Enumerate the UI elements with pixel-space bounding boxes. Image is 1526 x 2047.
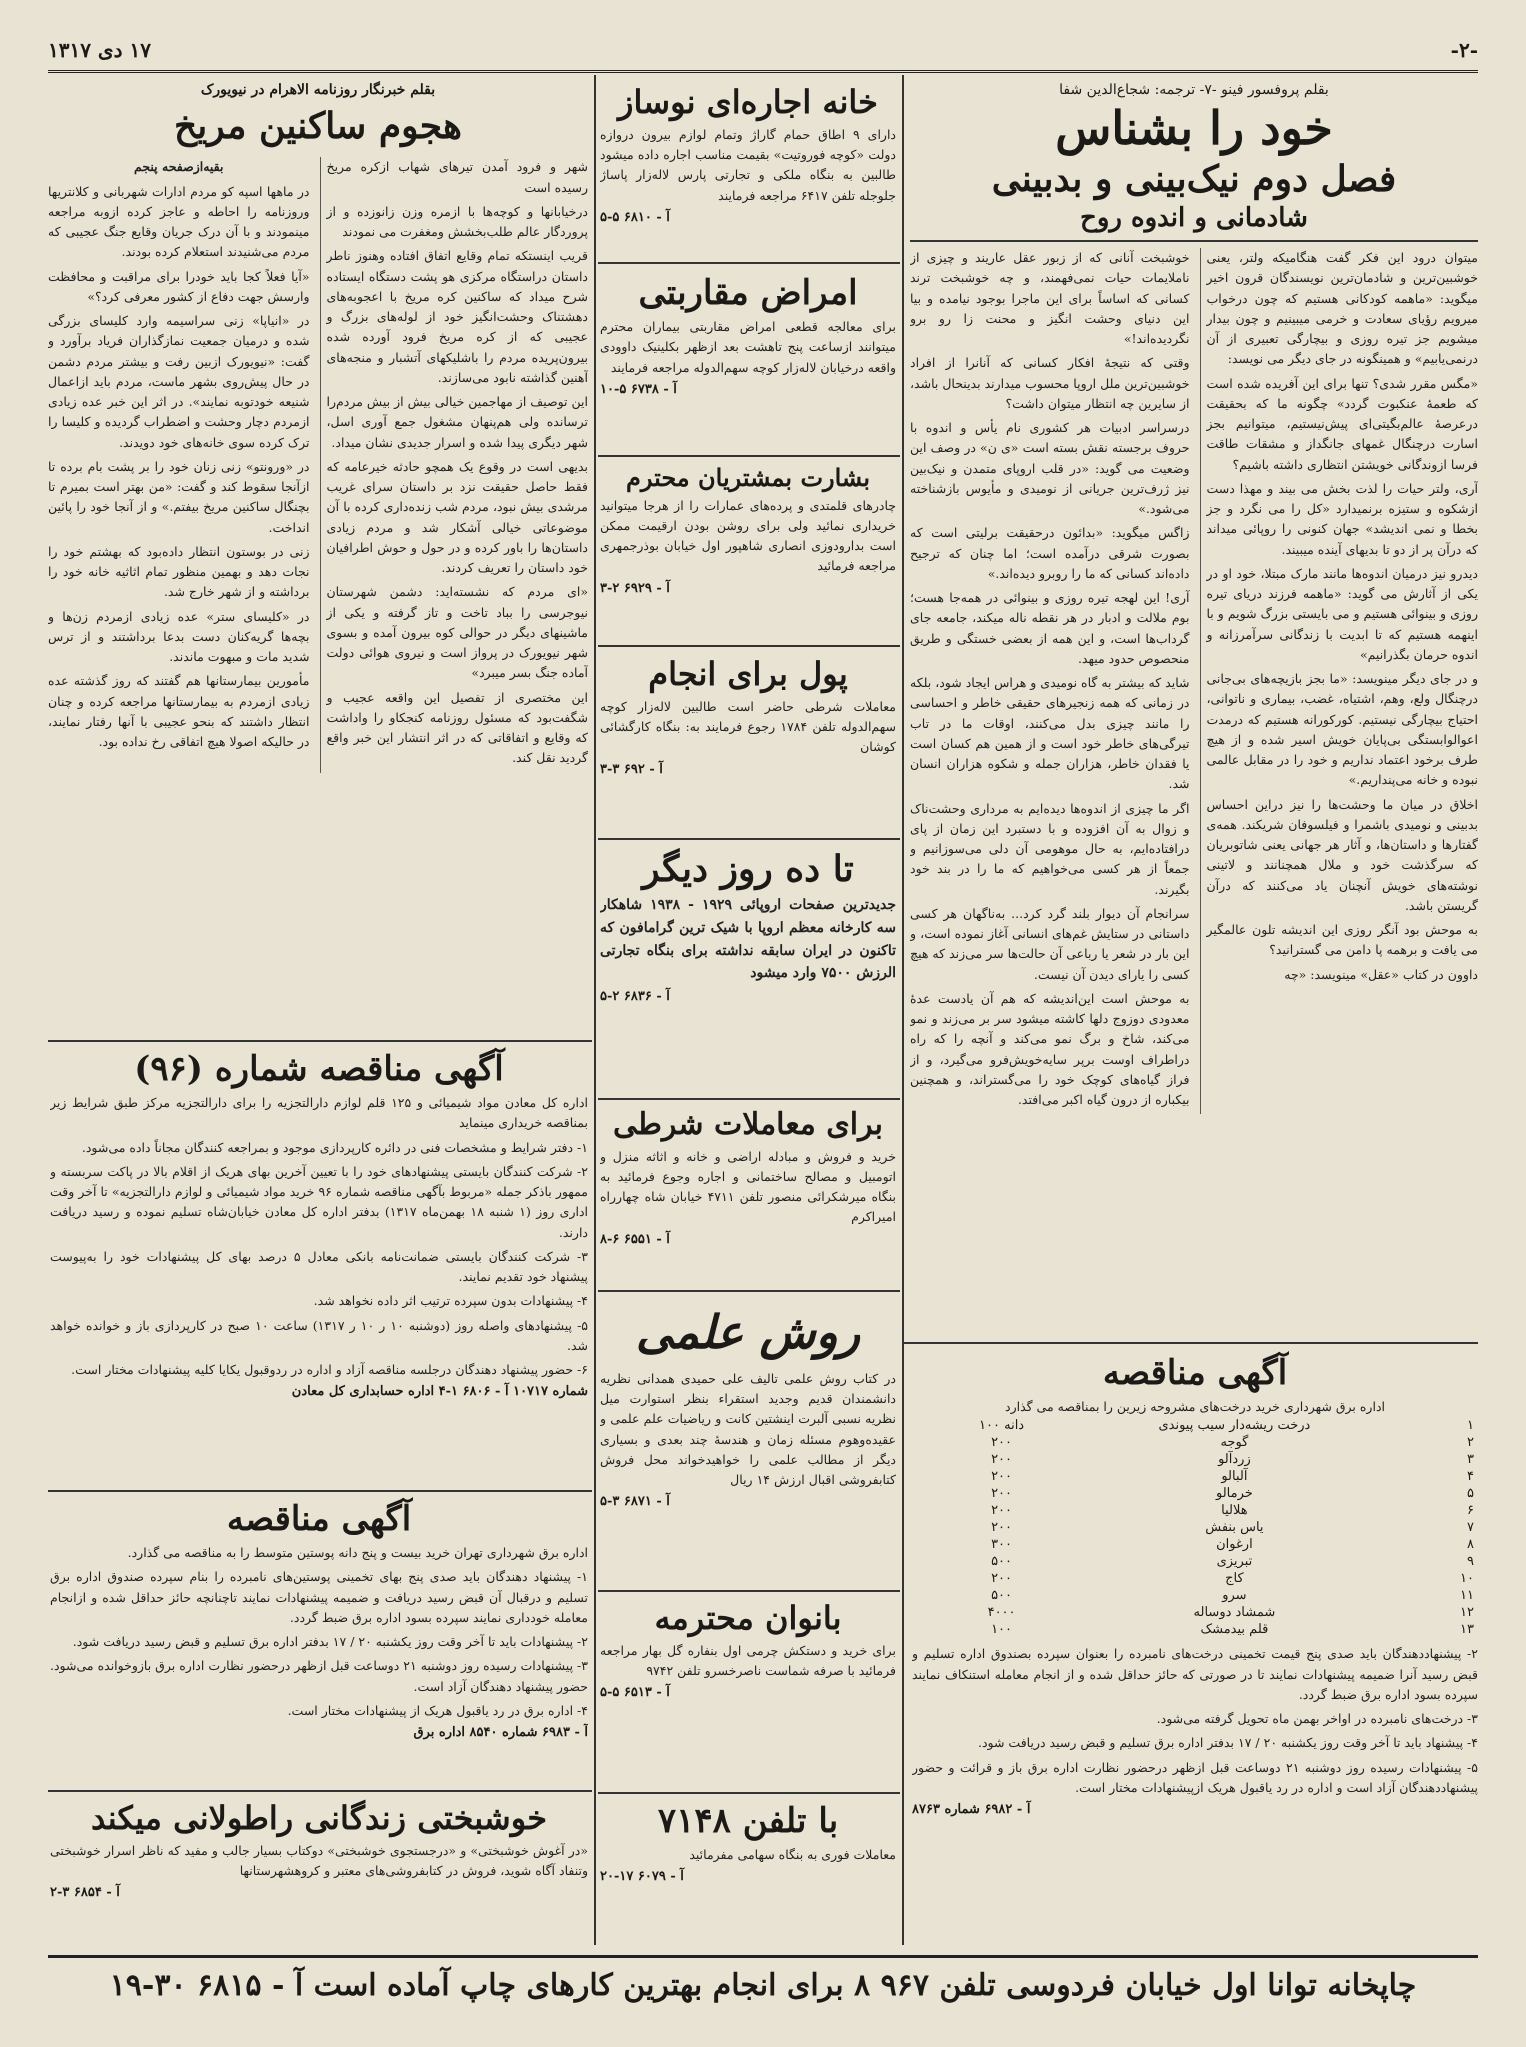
article-paragraph: شاید که بیشتر به گاه نومیدی و هراس ایجاد شود، بلکه در زمانی که همه زنجیر‌های حقیقی خاطر و احساسی را مانند چیزی بدل می‌کنند، اوقات ما در تاب تیرگی‌های خاطر خود است و از همین هم کسان است یا فقدان خاطر، هزاران جمله و شکوه هزاران انسان شد. (910, 675, 1190, 792)
article-paragraph: داوون در کتاب «عقل» مینویسد: «چه (1284, 966, 1478, 982)
article-paragraph: بدیهی است در وقوع یک همچو حادثه خیرعامه که فقط حاصل حقیقت نزد بر داستان سرای غریب مرشدی بیش نبود، مردم شب زنده‌داری کرده با آن موضوعاتی خیالی آشکار شد و مردم زیادی داستان‌ها را باور کرده و در حول و حوش اطرافیان خود داستان را تعریف کردند. (326, 458, 588, 576)
ad-reference: آ - ۶۸۵۴ ۳-۲ (50, 1885, 120, 1901)
ad-gramophone (600, 845, 896, 1095)
article-paragraph: این مختصری از تفصیل این واقعه عجیب و شگفت‌بود که مسئول روزنامه کنجکاو را واداشت که وقایع و اتفاقاتی که در اثر انتشار این خبر واقع گردید نقل کند. (326, 689, 588, 766)
ad-term: ۳- درخت‌های نامبرده در اواخر بهمن ماه تحویل گرفته می‌شود. (1156, 1711, 1478, 1727)
article-paragraph: زنی در بوستون انتظار داده‌بود که بهشتم خود را نجات دهد و بهمین منظور تمام اثاثیه خانه خود را برداشته و از شهر خارج شد. (48, 543, 310, 600)
article-paragraph: به موحش است این‌اندیشه که هم آن یادست عدهٔ معدودی دوزوج دلها کاشته میشود سر بر می‌زند و نمو می‌کند، شاخ و برگ نمو می‌کند و آنچه را که راه دراطراف اوست برپر سایه‌خویش‌فرو می‌گیرد، و از فراز گیاه‌های کوچک خود را می‌گستراند، و همچنین بیکباره از درون گیاه اکبر می‌افتد. (910, 990, 1190, 1108)
column-rule-left (594, 75, 596, 1945)
ad-body: جدیدترین صفحات اروپائی ۱۹۲۹ - ۱۹۳۸ شاهکار سه کارخانه معظم اروپا با شیک ترین گرامافون که تاکنون در ایران سابقه نداشته برای بنگاه تجارتی الرزش ۷۵۰۰ وارد میشود (600, 897, 896, 982)
ad-title: بشارت بمشتریان محترم (625, 463, 871, 492)
item-number: ۳ (1467, 1452, 1474, 1468)
ad-title: تا ده روز دیگر (642, 848, 854, 890)
article-paragraph: شهر و فرود آمدن تیرهای شهاب ازکره مریخ رسیده است (326, 159, 588, 195)
ad-reference: آ - ۶۸۱۰ ۵-۵ (600, 209, 670, 225)
ad-term: ۵- پیشنهادهای واصله روز (دوشنبه ۱۰ ر ۱۰ ر ۱۳۱۷) ساعت ۱۰ صبح در کارپردازی باز و خوانده خواهد شد. (50, 1317, 588, 1353)
section-rule (48, 1040, 592, 1042)
ad-body (50, 1093, 588, 1380)
item-name: تبریزی (1216, 1554, 1253, 1570)
ad-term: ۴- اداره برق در رد یاقبول هریک از پیشنهادات مختار است. (287, 1702, 588, 1718)
item-name: کاج (1225, 1571, 1244, 1587)
ad-reference: آ - ۶۰۷۹ ۱۷-۲۰ (600, 1869, 684, 1885)
article-paragraph: درخیابانها و کوچه‌ها با ازمره وزن زانوزده و از پروردگار عالم طلب‌بخشش ومغفرت می نمودند (326, 203, 588, 240)
item-name: هلالیا (1221, 1503, 1248, 1519)
article-paragraph: به موحش بود آنگر روزی این اندیشه تلون عالمگیر می یافت و برهمه پا دامن می گسترانید؟ (1206, 922, 1478, 958)
page-number: -۲- (1450, 38, 1478, 62)
ad-dear-ladies (600, 1596, 896, 1786)
article-paragraph: در «ورونتو» زنی زنان خود را بر پشت بام برده تا ازآنجا سقوط کند و گفت: «من بهتر است بمیرم تا بچنگال ساکنین مریخ بیفتم.» و از آنجا خود را پائین انداخت. (48, 458, 310, 535)
ad-intro: اداره برق شهرداری خرید درخت‌های مشروحه زیرین را بمناقصه می گذارد (1005, 1399, 1385, 1415)
ad-new-house (600, 80, 896, 260)
article-paragraph: خوشبخت آنانی که از زبور عقل عاریند و چیزی از ناملایمات حیات نمی‌فهمند، و چه خوشبخت ترند کسانی که اساساً برای این ماجرا بوجود نیامده و بیا این دنیای وحشت انگیز و محنت زا رو برو نگردیده‌اند!» (910, 250, 1190, 347)
ad-term: ۲- پیشنهادات باید تا آخر وقت روز یکشنبه ۲۰ / ۱۷ بدفتر اداره برق تسلیم و قبض رسید دریافت شود. (72, 1634, 588, 1650)
item-number: ۱۲ (1460, 1605, 1474, 1621)
article-paragraph: مأمورین بیمارستانها هم گفتند که روز گذشته عده زیادی ازمردم به بیمارستانها مراجعه کرده و چنان انتظار داشتند که بنحو عجیبی با آنها رفتار نمایند، در حالیکه اصولا هیچ اتفاقی رخ نداده بود. (48, 673, 310, 750)
article-continued: بقیه‌ازصفحه پنجم (134, 159, 224, 175)
item-name: گوجه (1220, 1435, 1249, 1451)
item-number: ۹ (1467, 1554, 1474, 1570)
table-row (912, 1468, 1478, 1485)
item-name: آلبالو (1221, 1469, 1248, 1485)
ad-title: برای معاملات شرطی (612, 1107, 884, 1142)
ad-body: چادرهای قلمتدی و پرده‌های عمارات را از هرجا میتوانید خریداری نمائید ولی برای روشن بودن ارقیمت ممکن است بدارودوزی انصاری شاهپور اول خیابان بوذرجمهری مراجعه فرمائید (600, 497, 896, 574)
section-rule (598, 1792, 900, 1794)
ad-title: آگهی مناقصه (1102, 1353, 1288, 1393)
article-know-thyself (910, 80, 1478, 1340)
ad-term: ۴- پیشنهادات بدون سپرده ترتیب اثر داده نخواهد شد. (313, 1293, 588, 1309)
table-row (912, 1621, 1478, 1638)
ad-happiness-books (50, 1796, 588, 1946)
section-rule (48, 1790, 592, 1792)
ad-good-news (600, 460, 896, 640)
section-rule (598, 838, 900, 840)
item-number: ۷ (1467, 1520, 1474, 1536)
ad-reference: آ - ۶۹۸۳ شماره ۸۵۴۰ اداره برق (413, 1725, 588, 1741)
item-number: ۱۳ (1460, 1622, 1474, 1638)
section-rule (904, 1342, 1478, 1344)
table-row (912, 1417, 1478, 1434)
article-byline: بقلم خبرنگار روزنامه الاهرام در نیویورک (200, 82, 436, 98)
ad-title: امراض مقاربتی (638, 273, 858, 313)
article-paragraph: دیدرو نیز درمیان اندوه‌ها مانند مارک مبتلا، خود او در یکی از آثارش می گوید: «ماهمه فرزند دریای تیره روزی و بینوائی هستیم و می بایستی بزرگ شویم و با اینهمه هستیم که تا ابدیت با زندگانی سرآمرزانه و اندوه حرمان بگذرانیم» (1206, 565, 1478, 662)
ad-title: خانه اجاره‌ای نوساز (618, 83, 878, 121)
ad-term: ۴- پیشنهاد باید تا آخر وقت روز یکشنبه ۲۰ / ۱۷ بدفتر اداره برق تسلیم و قبض رسید دریافت شود. (977, 1735, 1478, 1751)
article-title: هجوم ساکنین مریخ (174, 105, 462, 147)
article-paragraph: سرانجام آن دیوار بلند گرد کرد... به‌ناگهان هر کسی داستانی در ستایش غم‌های انسانی آغاز نموده است، و این بار در شعر یا رباعی آن حالت‌ها سر می‌زند که هیچ کسی را یارای دیدن آن نیست. (910, 905, 1190, 982)
article-paragraph: درسراسر ادبیات هر کشوری نام یأس و اندوه با حروف برجسته نقش بسته است «ی ن» در وصف این وضعیت می گوید: «در قلب اروپای متمدن و نیک‌بین نیز ژرف‌ترین جریانی از نومیدی و مأیوس بازشناخته می‌شود.» (910, 420, 1190, 517)
ad-body: برای خرید و دستکش چرمی اول بنفاره گل بهار مراجعه فرمائید با صرفه شماست ناصرخسرو تلفن ۹۷۴۲ (600, 1642, 896, 1679)
item-quantity: ۴۰۰۰ (987, 1605, 1016, 1621)
item-quantity: ۲۰۰ (991, 1435, 1013, 1451)
ad-telephone (600, 1798, 896, 1948)
article-column-2 (910, 248, 1190, 1114)
article-paragraph: «ای مردم که نشسته‌اید: دشمن شهرستان نیوجرسی را بباد تاخت و تاز گرفته و یکی از ماشینهای دیگر در حوالی کوه بیرون آمده و بسوی شهر نیویورک در پرواز است و نیروی هوائی دولت آماده جنگ بسر میبرد» (326, 584, 588, 681)
item-quantity: ۲۰۰ (991, 1452, 1013, 1468)
ad-body: معاملات فوری به بنگاه سهامی مفرمائید (689, 1847, 896, 1863)
article-column-2 (48, 157, 310, 772)
ad-reference: آ - ۶۵۵۱ ۶-۸ (600, 1231, 670, 1247)
ad-term: ۲- پیشنهاددهندگان باید صدی پنج قیمت تخمینی درخت‌های نامبرده را بعنوان سپرده بصندوق اداره تسلیم و قبض رسید آنرا ضمیمه پیشنهادات نمایند تا در صورتی که حائز حداقل شده و از انجام معامله استنکاف نمایند سپرده بسود اداره برق ضبط گردد. (912, 1646, 1478, 1702)
ad-tender-furs (50, 1496, 588, 1786)
printing-house-banner: چاپخانه توانا اول خیابان فردوسی تلفن ۹۶۷ ۸ برای انجام بهترین کارهای چاپ آماده است آ - ۶۸۱۵ ۳۰-۱۹ (48, 1955, 1478, 2014)
article-paragraph: و در جای دیگر مینویسد: «ما بجز بازیچه‌های بی‌جانی درچنگال ولع، وهم، اشتیاه، غضب، بیماری و ناتوانی، احتیاج بیچارگی نیستیم. کورکورانه هستیم که درمدت اعوالوابستگی بی‌پایان خویش اسیر شده و از هیچ طرف برخود اعتماد نداریم و خود را در مقابل عالمی نبوده و خانه می‌پنداریم.» (1206, 671, 1478, 788)
ad-title: خوشبختی زندگانی راطولانی میکند (91, 1799, 547, 1837)
item-number: ۱۰ (1460, 1571, 1474, 1587)
ad-term: اداره برق شهرداری تهران خرید بیست و پنج دانه پوستین متوسط را به مناقصه می گذارد. (127, 1545, 588, 1561)
table-row (912, 1502, 1478, 1519)
article-paragraph: میتوان درود این فکر گفت هنگامیکه ولتر، یعنی خوشبین‌ترین و شادمان‌ترین نویسندگان قرون اخیر میگوید: «ماهمه کودکانی هستیم که چون درخواب میرویم رؤیای سعادت و خرمی میبینیم و چون بیدار میشویم جز تیره روزی و بیچارگی تعبیری از آن درنمی‌یابیم» و همینگونه در جای دیگر می نویسد: (1206, 250, 1478, 367)
ad-body: «در آغوش خوشبختی» و «درجستجوی خوشبختی» دوکتاب بسیار جالب و مفید که ناظر اسرار خوشبختی وتنفاد آگاه شوید، فروش در کتابفروشی‌های معتبر و کروهشهرستانها (50, 1842, 588, 1879)
ad-body: دارای ۹ اطاق حمام گاراژ وتمام لوازم بیرون دروازه دولت «کوچه فوروتیت» بقیمت مناسب اجاره داده میشود طالبین به بنگاه ملکی و تجارتی پارس لاله‌زار پاساژ جلوجله تلفن ۶۴۱۷ مراجعه فرمایند (600, 126, 896, 203)
ad-title: روش علمی (635, 1305, 861, 1359)
ad-money-loans (600, 652, 896, 832)
ad-term: ۳- پیشنهادات رسیده روز دوشنبه ۲۱ دوساعت قبل ازظهر درحضور نظارت اداره برق بازوخوانده می‌شود. حضور پیشنهاد دهندگان آزاد است. (50, 1658, 588, 1694)
ad-term: ۱- دفتر شرایط و مشخصات فنی در دائره کارپردازی موجود و بمراجعه کنندگان مجاناً داده می‌شود. (81, 1139, 588, 1155)
article-column-1 (1200, 248, 1479, 1114)
ad-reference: آ - ۶۸۳۶ ۲-۵ (600, 989, 670, 1005)
article-paragraph: وقتی که نتیجهٔ افکار کسانی که آنانرا از افراد خوشبین‌ترین ملل اروپا محسوب میدارند بدینحال باشد، از سایرین چه انتظار میتوان داشت؟ (910, 355, 1190, 411)
article-paragraph: «آیا فعلاً کجا باید خودرا برای مراقبت و محافظت وارسش جهت دفاع از کشور معرفی کرد؟» (48, 268, 310, 304)
ad-reference: آ - ۶۸۷۱ ۳-۵ (600, 1494, 670, 1510)
item-quantity: ۵۰۰ (991, 1588, 1013, 1604)
ad-body: در کتاب روش علمی تالیف علی حمیدی همدانی نظریه دانشمندان قدیم وجدید استقراء بنظر استوارت میل نظریه نسبی آلبرت اینشتین کانت و ریاضیات علم علمی و عقیده‌وهوم مسئله زمان و هندسهٔ چند بعدی و بسیاری دیگر از مطالب علمی را خواهیدخواند محل فروش کتابفروشی اقبال ارزش ۱۴ ریال (600, 1370, 896, 1488)
article-paragraph: این توصیف از مهاجمین خیالی بیش از بیش مردم‌را ترسانده ولی هم‌پنهان مشغول جمع آوری اسل، شهر دیگری پیدا شده و اسرار جدیدی نشان میداد. (326, 394, 588, 450)
table-row (912, 1587, 1478, 1604)
section-rule (598, 455, 900, 457)
article-paragraph: قریب اینستکه تمام وقایع اتفاق افتاده وهنوز ناطر داستان دراستگاه مرکزی هو پشت دستگاه ایستاده شرح میداد که ساکنین کره مریخ با اعجوبه‌های دهشتناک وحشت‌انگیز خود از لوله‌های بزرگ و عجیبی که از کره مریخ فرود آورده شده بیرون‌پریده مردم را باشلیکهای آتشبار و منجه‌های آهنین گذاشته نابود می‌سازند. (326, 248, 588, 385)
table-row (912, 1485, 1478, 1502)
item-name: شمشاد دوساله (1193, 1605, 1276, 1621)
item-name: ارغوان (1216, 1537, 1253, 1553)
item-number: ۲ (1467, 1435, 1474, 1451)
article-paragraph: در ماهها اسپه کو مردم ادارات شهربانی و کلانتریها وروزنامه را احاطه و عاجز کرده ازوبه مراجعه مینمودند و با آن درک جریان وقایع جنگ عجیبی که مردم می‌شنیدند استعلام کرده بودند. (48, 183, 310, 260)
article-column-1 (320, 157, 589, 772)
item-number: ۱ (1467, 1418, 1474, 1434)
ad-title: آگهی مناقصه شماره (۹۶) (134, 1049, 504, 1089)
section-rule (598, 645, 900, 647)
item-quantity: ۱۰۰ دانه (979, 1418, 1025, 1434)
item-quantity: ۲۰۰ (991, 1520, 1013, 1536)
ad-reference: آ - ۶۷۳۸ ۵-۱۰ (600, 381, 677, 397)
table-row (912, 1519, 1478, 1536)
ad-body: برای معالجه قطعی امراض مقاربتی بیماران محترم میتوانند ازساعت پنج تاهشت بعد ازظهر بکلینیک داوودی واقعه درخیابان لاله‌زار کوچه سهم‌الدوله مراجعه فرمایند (600, 319, 896, 375)
table-row (912, 1434, 1478, 1451)
ad-term: ۲- شرکت کنندگان بایستی پیشنهاد‌های خود را با تعیین آخرین بهای هریک از اقلام بالا در پاکت سربسته و ممهور باذکر جمله «مربوط بآگهی مناقصه شماره ۹۶ خرید مواد شیمیائی و لوازم دارالتجزیه» تا آخر وقت اداری روز (۱ شنبه ۱۸ بهمن‌ماه ۱۳۱۷) بدفتر اداره کل معادن خیابان‌شاه تسلیم نموده و رسید دریافت دارند. (50, 1163, 588, 1240)
item-number: ۸ (1467, 1537, 1474, 1553)
item-number: ۵ (1467, 1486, 1474, 1502)
ad-term: ۱- پیشنهاد دهندگان باید صدی پنج بهای تخمینی پوستین‌های نامبرده را بنام سپرده صندوق اداره برق تسلیم و درقبال آن قبض رسید دریافت و ضمیمه پیشنهادات نمایند تاچنانچه حائز حداقل شده و ازانجام معامله خودداری نمایند سپرده بسود اداره برق ضبط گردد. (50, 1569, 588, 1625)
issue-date: ۱۷ دی ۱۳۱۷ (48, 38, 151, 62)
tree-items-table (912, 1417, 1478, 1638)
article-subtitle: فصل دوم نیک‌بینی و بدبینی (991, 157, 1397, 200)
ad-title: بانوان محترمه (654, 1599, 842, 1637)
column-rule-right (902, 75, 904, 1945)
ad-reference: آ - ۶۵۱۳ ۵-۵ (600, 1685, 670, 1701)
item-name: خرمالو (1216, 1486, 1253, 1502)
item-quantity: ۲۰۰ (991, 1571, 1013, 1587)
ad-reference: آ - ۶۹۲۹ ۲-۳ (600, 580, 670, 596)
table-row (912, 1553, 1478, 1570)
article-paragraph: «مگس مقرر شدی؟ تنها برای این آفریده شده است که طعمهٔ عنکبوت گردد» چگونه ما که بحقیقت درعرصهٔ عالم‌بگیتی‌ای پیش‌نیستیم، میتوانیم بجز اسارت درچنگال غمهای جانگداز و مشقات طاقت فرسا ازوندگانی خویشتن انتظاری داشته باشیم؟ (1206, 375, 1478, 472)
ad-body: معاملات شرطی حاضر است طالبین لاله‌زار کوچه سهم‌الدوله تلفن ۱۷۸۴ رجوع فرمایند به: بنگاه کارگشائی کوشان (600, 698, 896, 755)
article-paragraph: آری! این لهجه تیره روزی و بینوائی در همه‌جا هست؛ بوم ملالت و ادبار در هر نقطه ناله میکند، جامعه جای گرداب‌ها است، و این همه از بعضی خستگی و طریق منحصوص حدود میهد. (910, 590, 1190, 666)
ad-body (50, 1543, 588, 1721)
section-rule (598, 1098, 900, 1100)
article-paragraph: آری، ولتر حیات را لذت بخش می بیند و مهذا دست ازشکوه و ستیزه برنمیدارد «کل را می نگرد و جز بخطا و نمی اندیشد» جهان کنونی را روپائی میداند که درآن پر از دو تا بدیهای آینده میبیند. (1206, 480, 1478, 557)
item-number: ۶ (1467, 1503, 1474, 1519)
ad-tree-tender (912, 1350, 1478, 1945)
ad-terms (912, 1644, 1478, 1798)
article-byline: بقلم پروفسور فینو -۷- ترجمه: شجاع‌الدین شفا (1059, 82, 1329, 98)
item-number: ۱۱ (1460, 1588, 1474, 1604)
item-quantity: ۲۰۰ (991, 1469, 1013, 1485)
section-rule (598, 262, 900, 264)
article-paragraph: زاگس میگوید: «بدائون درحقیقت برلیتی است که بصورت شرقی درآمده است؛ اما چنان که ترجیح داده‌اند کسانی که ما را روبرو دیده‌اند.» (910, 525, 1190, 581)
article-paragraph: اخلاق در میان ما وحشت‌ها را نیز دراین احساس بدبینی و نومیدی باشمرا و فیلسوفان شریکند. همه‌ی گفتار‌ها و داستان‌ها، و آثار هر جهانی یعنی شاتوبریان که سرگذشت خود و ملال همچنانند و لاتینی نوشته‌های خویش آنچنان یاد می‌کنند که درآن گریستن باشد. (1206, 796, 1478, 913)
article-paragraph: اگر ما چیزی از اندوه‌ها دیده‌ایم به مرداری وحشت‌ناک و زوال به آن افزوده و با دستبرد این زمان از پای درافتاده‌ایم، به حال موهومی آن دلی می‌سوزانیم و جمعاً از هر کسی می‌خواهیم که ما را در بند خود بگیرند. (910, 800, 1190, 897)
section-rule (598, 1290, 900, 1292)
section-rule (598, 1590, 900, 1592)
ad-reference: آ - ۶۹۲ ۳-۳ (600, 761, 663, 777)
item-quantity: ۵۰۰ (991, 1554, 1013, 1570)
ad-tender-96 (50, 1046, 588, 1486)
ad-venereal-diseases (600, 270, 896, 450)
table-row (912, 1570, 1478, 1587)
article-section: شادمانی و اندوه روح (910, 204, 1478, 242)
article-title: خود را بشناس (1055, 101, 1333, 155)
ad-term: ۶- حضور پیشنهاد دهندگان درجلسه مناقصه آزاد و اداره در ردوقبول یکایا کلیه پیشنهادات مختار است. (71, 1362, 588, 1378)
item-quantity: ۲۰۰ (991, 1503, 1013, 1519)
ad-title: پول برای انجام (648, 655, 848, 693)
item-name: زردآلو (1218, 1452, 1251, 1468)
ad-title: آگهی مناقصه (226, 1499, 412, 1539)
item-quantity: ۳۰۰ (991, 1537, 1013, 1553)
ad-body: خرید و فروش و مبادله اراضی و خانه و اثاثه منزل و اتومبیل و مصالح ساختمانی و اجاره وجوع فرمائید به بنگاه میرشکرائی منصور تلفن ۴۷۱۱ خیابان شاه چهارراه امیراکرم (600, 1148, 896, 1225)
article-paragraph: در «کلیسای ستر» عده زیادی ازمردم زن‌ها و بچه‌ها گریه‌کنان دست بدعا برداشتند و از ترس شدید مات و مبهوت ماندند. (48, 608, 310, 665)
ad-reference: آ - ۶۹۸۲ شماره ۸۷۶۳ (912, 1802, 1031, 1818)
ad-term: اداره کل معادن مواد شیمیائی و ۱۲۵ قلم لوازم دارالتجزیه را برای دارالتجزیه مرکز طبق شرایط زیر بمناقصه خریداری مینماید (50, 1095, 588, 1131)
item-name: سرو (1222, 1588, 1247, 1604)
article-mars-invasion (48, 80, 588, 1040)
ad-term: ۳- شرکت کنندگان بایستی ضمانت‌نامه بانکی معادل ۵ درصد بهای کل پیشنهادات خود را به‌پیوست پیشنهاد خود تقدیم نمایند. (50, 1248, 588, 1285)
ad-title: با تلفن ۷۱۴۸ (657, 1801, 839, 1841)
page-header (48, 36, 1478, 73)
ad-reference: شماره ۱۰۷۱۷ آ - ۶۸۰۶ ۱-۴ اداره حسابداری کل معادن (291, 1384, 588, 1400)
table-row (912, 1451, 1478, 1468)
ad-term: ۵- پیشنهادات رسیده روز دوشنبه ۲۱ دوساعت قبل ازظهر درحضور نظارت اداره برق باز و قرائت و حضور پیشنهاددهندگان آزاد است و اداره در رد یاقبول هریک ازپیشنهادات مختار است. (912, 1759, 1478, 1795)
ad-scientific-method (600, 1296, 896, 1586)
item-number: ۴ (1467, 1469, 1474, 1485)
item-quantity: ۱۰۰ (991, 1622, 1013, 1638)
section-rule (48, 1490, 592, 1492)
table-row (912, 1536, 1478, 1553)
item-name: قلم بیدمشک (1200, 1622, 1269, 1638)
article-paragraph: در «انیاپا» زنی سراسیمه وارد کلیسای بزرگی شده و درمیان جمعیت نمازگذاران فریاد برآورد و گفت: «نیویورک ازبین رفت و بیشتر مردم دشمن در حال پیش‌روی بشهر ماست، مردم باید ازاعمال شنیعه خودتوبه نمایند». در اثر این خبر عده زیادی ازمردم دچار وحشت و اضطراب گردیده و کلیسا را ترک کرده سوی خانه‌های خود دویدند. (48, 313, 310, 450)
ad-conditional-deals (600, 1104, 896, 1284)
item-name: یاس بنفش (1205, 1520, 1264, 1536)
table-row (912, 1604, 1478, 1621)
item-quantity: ۲۰۰ (991, 1486, 1013, 1502)
item-name: درخت ریشه‌دار سیب پیوندی (1158, 1418, 1311, 1434)
